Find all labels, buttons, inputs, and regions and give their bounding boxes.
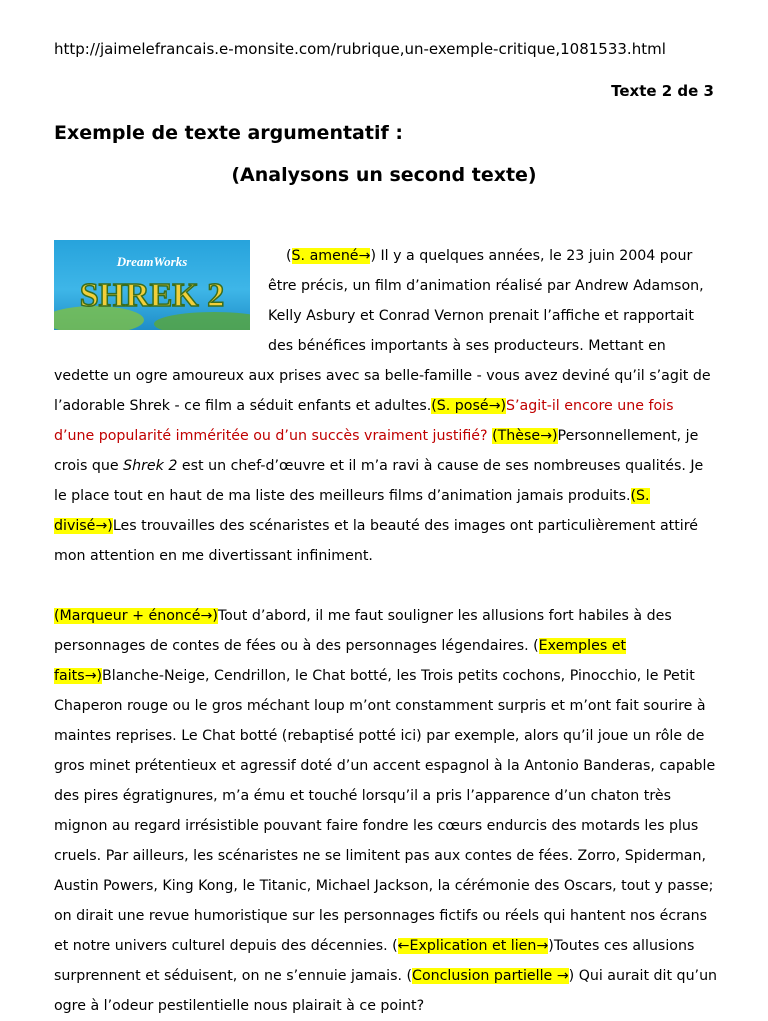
divise-text: Les trouvailles des scénaristes et la beauté des images ont particulièrement attiré mon attention en me divertissant infiniment. <box>54 518 698 564</box>
marker-sujet-amene: S. amené→ <box>291 248 371 264</box>
these-text-continued: est un chef-d’œuvre et il m’a ravi à cause de ses nombreuses qualités. Je le place tout en haut de ma liste des meilleurs films d’animation jamais produits. <box>54 458 704 504</box>
enonce-text: Tout d’abord, il me faut souligner les allusions fort habiles à des personnages de contes de fées ou à des personnages légendaires. ( <box>54 608 672 654</box>
marker-sujet-divise: (S. divisé→) <box>54 488 650 534</box>
image-spacer <box>54 241 268 357</box>
conclusion-text: ) Qui aurait dit qu’un ogre à l’odeur pestilentielle nous plairait à ce point? <box>54 968 718 1014</box>
paragraph-development <box>54 601 718 1021</box>
logo-brand-text: DreamWorks <box>116 254 188 269</box>
intro-text: ) Il y a quelques années, le 23 juin 2004 pour être précis, un film d’animation réalisé par Andrew Adamson, Kelly Asbury et Conrad Vernon prenait l’affiche et rapportait des bénéfices importants à ses producteurs. Mettant en vedette un ogre amoureux aux prises avec sa belle-famille - vous avez deviné qu’il s’agit de l’adorable Shrek - ce film a séduit enfants et adultes. <box>54 248 711 414</box>
these-text: Personnellement, je crois que <box>54 428 699 474</box>
question-text: S’agit-il encore une fois d’une popularité imméritée ou d’un succès vraiment justifié? <box>54 398 674 444</box>
marker-exemples: Exemples et faits→) <box>54 638 627 684</box>
document-body <box>54 241 718 1021</box>
marker-sujet-pose: (S. posé→) <box>431 398 507 414</box>
marker-explication: ←Explication et lien→ <box>397 938 549 954</box>
marker-enonce: (Marqueur + énoncé→) <box>54 608 218 624</box>
examples-text: Blanche-Neige, Cendrillon, le Chat botté, les Trois petits cochons, Pinocchio, le Petit Chaperon rouge ou le gros méchant loup m’ont constamment surpris et m’ont fait sourire à maintes reprises. Le Chat botté (rebaptisé potté ici) par exemple, alors qu’il joue un rôle de gros minet prétentieux et agressif doté d’un accent espagnol à la Antonio Banderas, capable des pires égratignures, m’a ému et touché lorsqu’il a pris l’apparence d’un chaton très mignon au regard irrésistible pouvant faire fondre les cœurs endurcis des motards les plus cruels. Par ailleurs, les scénaristes ne se limitent pas aux contes de fées. Zorro, Spiderman, Austin Powers, King Kong, le Titanic, Michael Jackson, la cérémonie des Oscars, tout y passe; on dirait une revue humoristique sur les personnages fictifs ou réels qui hantent nos écrans et notre univers culturel depuis des décennies. ( <box>54 668 716 954</box>
film-title: Shrek 2 <box>123 458 178 474</box>
page-number: Texte 2 de 3 <box>611 82 714 100</box>
marker-these: (Thèse→) <box>492 428 558 444</box>
document-title: Exemple de texte argumentatif : <box>54 122 403 144</box>
document-subtitle: (Analysons un second texte) <box>231 164 537 186</box>
explication-text: )Toutes ces allusions surprennent et séduisent, on ne s’ennuie jamais. ( <box>54 938 695 984</box>
source-url: http://jaimelefrancais.e-monsite.com/rubrique,un-exemple-critique,1081533.html <box>54 40 666 58</box>
paren: ( <box>286 248 292 264</box>
logo-title-text: SHREK 2 <box>79 277 225 314</box>
marker-conclusion: Conclusion partielle → <box>412 968 569 984</box>
